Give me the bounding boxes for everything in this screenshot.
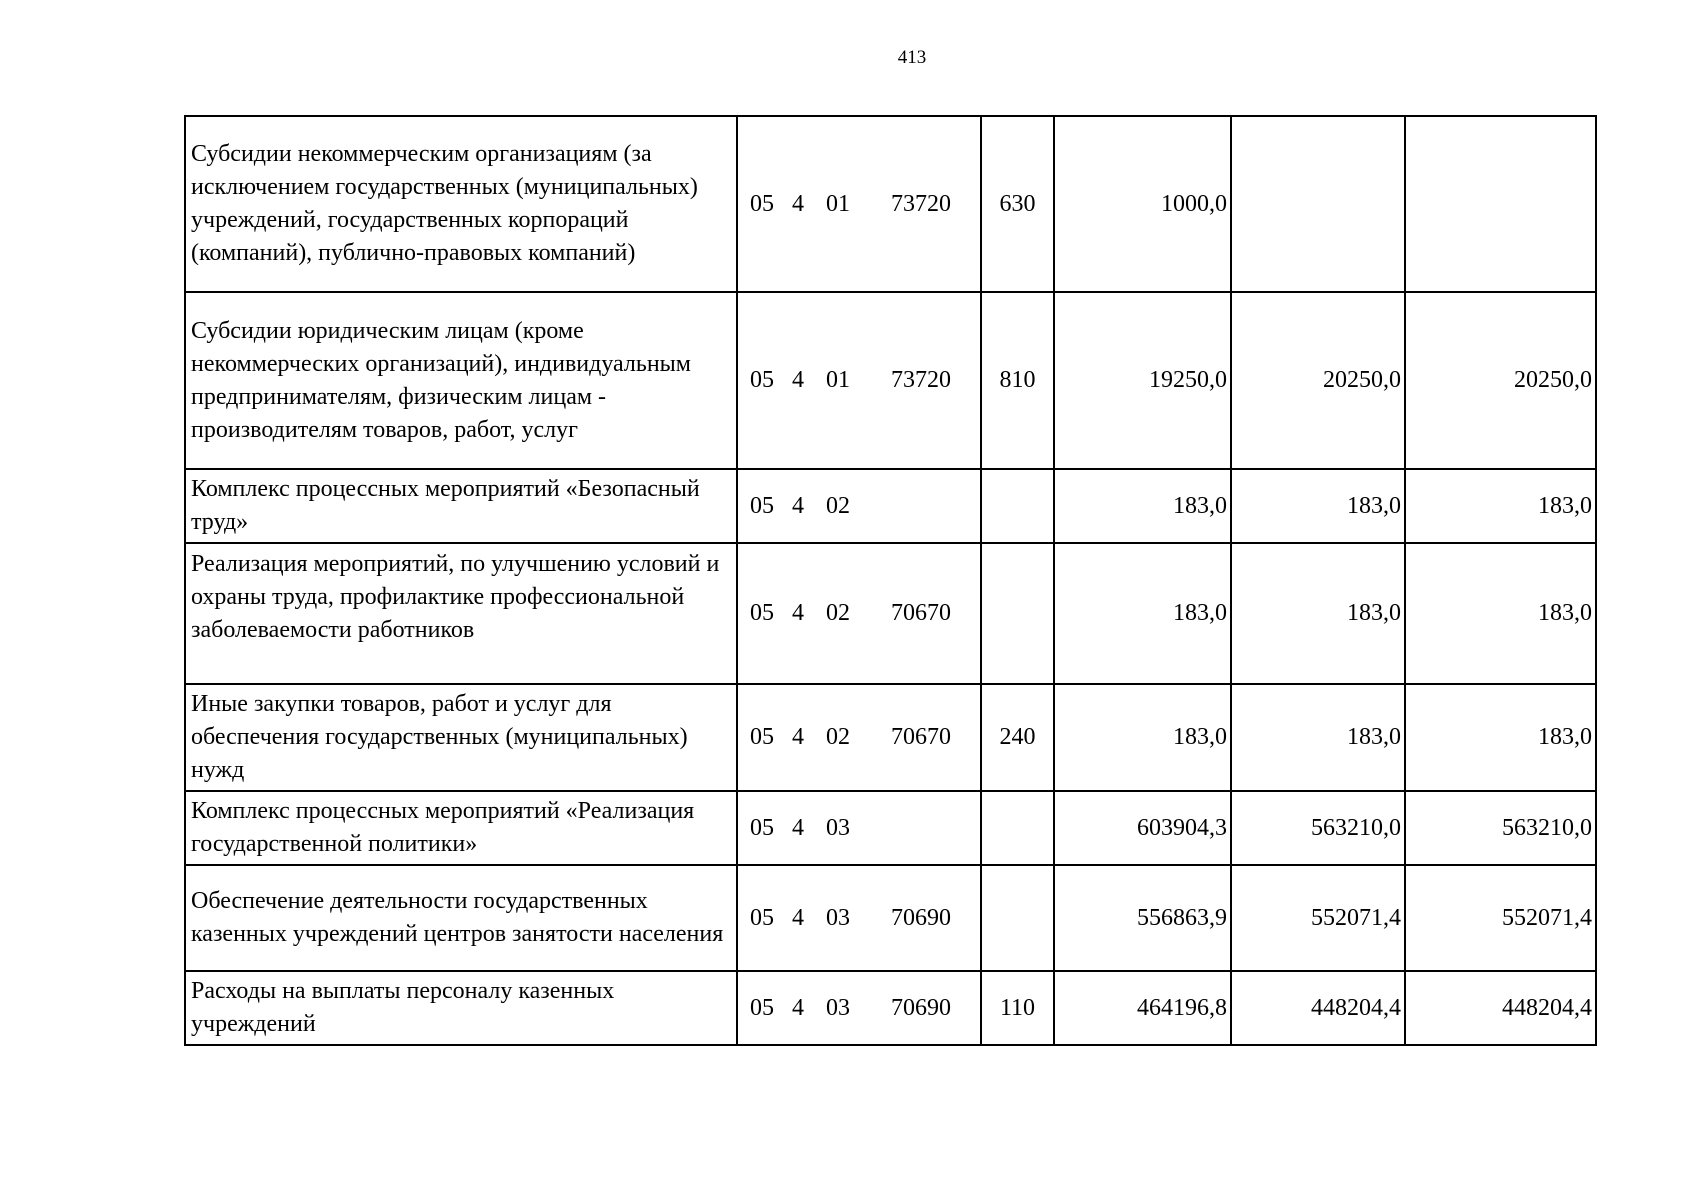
- amount-year-3: 20250,0: [1405, 292, 1596, 469]
- row-name: Обеспечение деятельности государственных казенных учреждений центров занятости населения: [185, 865, 737, 971]
- code-part: 70690: [891, 904, 951, 931]
- code-part: 4: [792, 492, 804, 519]
- row-name: Комплекс процессных мероприятий «Безопасный труд»: [185, 469, 737, 543]
- amount-year-3: [1405, 116, 1596, 292]
- code-part: 01: [826, 367, 850, 393]
- code-part: 05: [750, 724, 774, 750]
- code-part: 02: [826, 492, 850, 519]
- amount-year-2: [1231, 116, 1405, 292]
- program-code: [737, 469, 981, 543]
- amount-year-2: 448204,4: [1231, 971, 1405, 1045]
- row-name: Расходы на выплаты персоналу казенных учреждений: [185, 971, 737, 1045]
- code-part: 01: [826, 190, 850, 217]
- amount-year-3: 563210,0: [1405, 791, 1596, 865]
- amount-year-3: 183,0: [1405, 543, 1596, 684]
- code-part: 05: [750, 904, 774, 931]
- expense-type-code: 810: [981, 292, 1054, 469]
- code-part: 4: [792, 367, 804, 393]
- amount-year-1: 19250,0: [1054, 292, 1231, 469]
- amount-year-1: 183,0: [1054, 684, 1231, 791]
- amount-year-1: 1000,0: [1054, 116, 1231, 292]
- amount-year-2: 183,0: [1231, 684, 1405, 791]
- amount-year-1: 183,0: [1054, 469, 1231, 543]
- code-part: 03: [826, 814, 850, 841]
- expense-type-code: [981, 791, 1054, 865]
- amount-year-3: 183,0: [1405, 469, 1596, 543]
- code-part: 05: [750, 814, 774, 841]
- row-name: Реализация мероприятий, по улучшению условий и охраны труда, профилактике профессиональной заболеваемости работников: [185, 543, 737, 684]
- row-name: Субсидии некоммерческим организациям (за исключением государственных (муниципальных) учреждений, государственных корпораций (компаний), публично-правовых компаний): [185, 116, 737, 292]
- code-part: 70690: [891, 994, 951, 1021]
- amount-year-2: 20250,0: [1231, 292, 1405, 469]
- amount-year-3: 448204,4: [1405, 971, 1596, 1045]
- code-part: 73720: [891, 367, 951, 393]
- table-row: [185, 116, 1596, 292]
- code-part: 4: [792, 600, 804, 626]
- code-part: 70670: [891, 724, 951, 750]
- amount-year-1: 183,0: [1054, 543, 1231, 684]
- table-row: [185, 684, 1596, 791]
- amount-year-2: 183,0: [1231, 469, 1405, 543]
- row-name: Иные закупки товаров, работ и услуг для обеспечения государственных (муниципальных) нужд: [185, 684, 737, 791]
- amount-year-3: 183,0: [1405, 684, 1596, 791]
- amount-year-2: 552071,4: [1231, 865, 1405, 971]
- program-code: [737, 292, 981, 469]
- program-code: [737, 684, 981, 791]
- expense-type-code: [981, 469, 1054, 543]
- expense-type-code: 240: [981, 684, 1054, 791]
- amount-year-2: 563210,0: [1231, 791, 1405, 865]
- program-code: [737, 791, 981, 865]
- code-part: 4: [792, 994, 804, 1021]
- table-row: [185, 971, 1596, 1045]
- code-part: 02: [826, 724, 850, 750]
- program-code: [737, 971, 981, 1045]
- amount-year-3: 552071,4: [1405, 865, 1596, 971]
- code-part: 4: [792, 724, 804, 750]
- table-row: [185, 865, 1596, 971]
- table-row: [185, 469, 1596, 543]
- code-part: 4: [792, 190, 804, 217]
- expense-type-code: [981, 865, 1054, 971]
- code-part: 70670: [891, 600, 951, 626]
- code-part: 4: [792, 814, 804, 841]
- expense-type-code: 110: [981, 971, 1054, 1045]
- code-part: 03: [826, 904, 850, 931]
- table-row: [185, 292, 1596, 469]
- amount-year-1: 556863,9: [1054, 865, 1231, 971]
- table-row: [185, 791, 1596, 865]
- budget-table: [184, 115, 1597, 1046]
- program-code: [737, 543, 981, 684]
- code-part: 05: [750, 600, 774, 626]
- code-part: 05: [750, 994, 774, 1021]
- program-code: [737, 865, 981, 971]
- code-part: 03: [826, 994, 850, 1021]
- row-name: Субсидии юридическим лицам (кроме некоммерческих организаций), индивидуальным предпринимателям, физическим лицам - производителям товаров, работ, услуг: [185, 292, 737, 469]
- code-part: 4: [792, 904, 804, 931]
- page-number: 413: [897, 47, 927, 68]
- expense-type-code: [981, 543, 1054, 684]
- expense-type-code: 630: [981, 116, 1054, 292]
- code-part: 73720: [891, 190, 951, 217]
- amount-year-1: 464196,8: [1054, 971, 1231, 1045]
- program-code: [737, 116, 981, 292]
- table-row: [185, 543, 1596, 684]
- code-part: 05: [750, 190, 774, 217]
- code-part: 05: [750, 367, 774, 393]
- code-part: 02: [826, 600, 850, 626]
- amount-year-1: 603904,3: [1054, 791, 1231, 865]
- row-name: Комплекс процессных мероприятий «Реализация государственной политики»: [185, 791, 737, 865]
- code-part: 05: [750, 492, 774, 519]
- amount-year-2: 183,0: [1231, 543, 1405, 684]
